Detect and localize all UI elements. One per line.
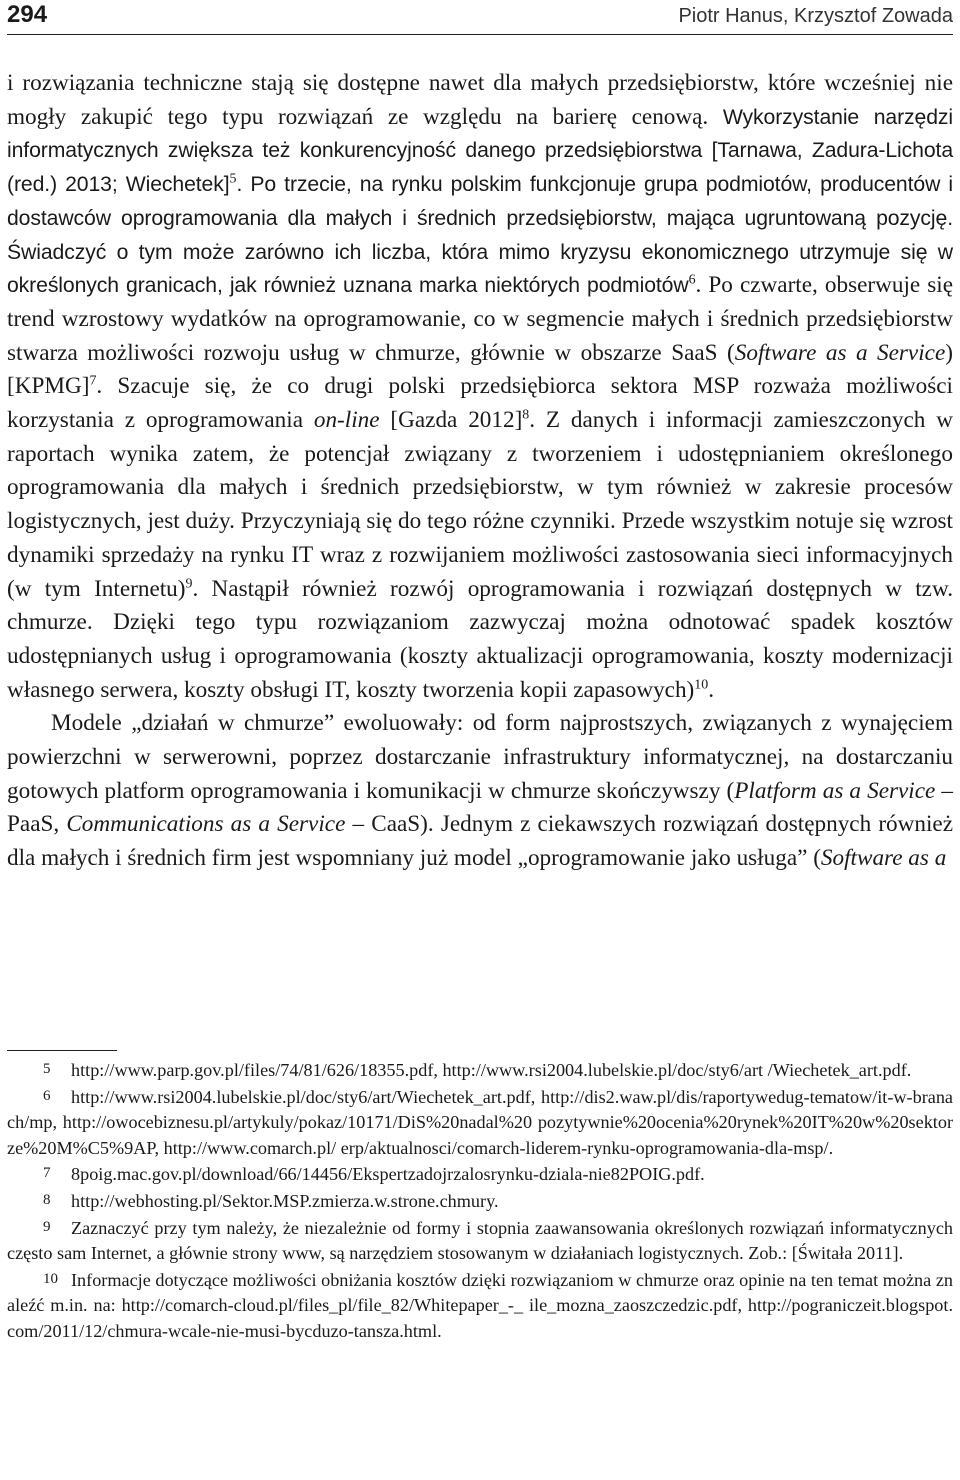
text-span: . — [708, 676, 714, 703]
footnote-number: 8 — [43, 1191, 51, 1208]
text-span: – CaaS). Jednym z ciekawszych rozwiązań dostępnych również dla małych i średnich firm jest wspomniany już model „oprogramowanie jako usługa” ( — [7, 811, 953, 872]
footnote-text[interactable]: 8poig.mac.gov.pl/download/66/14456/Ekspertzadojrzalosrynku-dziala-nie82POIG.pdf. — [71, 1164, 705, 1185]
footnote-text: Zaznaczyć przy tym należy, że niezależnie od formy i stopnia zaawansowania określonych rozwiązań informatycznych często sam Internet, a głównie strony www, są narzędziem stosowanym w działaniach logistycznych. Zob.: [Świtała 2011]. — [7, 1217, 953, 1264]
footnote-6 — [7, 1084, 953, 1162]
footnote-text[interactable]: http://www.rsi2004.lubelskie.pl/doc/sty6/art/Wiechetek_art.pdf, http://dis2.waw.pl/dis/raportywedug-tematow/it-w-branach/mp, http://owocebiznesu.pl/artykuly/pokaz/10171/DiS%20nadal%20 pozytywnie%20ocenia%20rynek%20IT%20w%20sektorze%20M%C5%9AP, http://www.comarch.pl/ erp/aktualnosci/comarch-liderem-rynku-oprogramowania-dla-msp/. — [7, 1086, 953, 1158]
text-span-sans: . Po trzecie, na rynku polskim funkcjonuje grupa podmiotów, producentów i dostawców oprogramowania dla małych i średnich przedsiębiorstw, mająca ugruntowaną pozycję. Świadczyć o tym może zarówno ich liczba, która mimo kryzysu ekonomicznego utrzymuje się w określonych granicach, jak również uznana marka niektórych podmiotów — [7, 173, 953, 298]
footnote-number: 7 — [43, 1165, 51, 1182]
footnote-separator — [7, 1050, 117, 1051]
footnote-7 — [7, 1161, 953, 1188]
footnote-10 — [7, 1267, 953, 1345]
running-head-authors: Piotr Hanus, Krzysztof Zowada — [678, 5, 953, 27]
text-span: ) [KPMG] — [7, 339, 953, 400]
text-span: . Nastąpił również rozwój oprogramowania i rozwiązań dostępnych w tzw. chmurze. Dzięki tego typu rozwiązaniom zazwyczaj można odnotować spadek kosztów udostępnianych usług i oprogramowania (koszty aktualizacji oprogramowania, koszty modernizacji własnego serwera, koszty obsługi IT, koszty tworzenia kopii zapasowych) — [7, 575, 954, 703]
footnote-number: 5 — [43, 1061, 51, 1077]
emphasis-paas: Platform as a Service — [734, 777, 936, 804]
emphasis-saas-2: Software as a — [820, 845, 947, 872]
text-span: Modele „działań w chmurze” ewoluowały: od form najprostszych, związanych z wynajęciem powierzchni w serwerowni, poprzez dostarczanie infrastruktury informatycznej, na dostarczaniu gotowych platform oprogramowania i komunikacji w chmurze skończywszy ( — [7, 710, 953, 804]
footnote-ref-8[interactable]: 8 — [522, 407, 530, 423]
text-span: [Gazda 2012] — [379, 407, 523, 434]
footnote-text[interactable]: Informacje dotyczące możliwości obniżania kosztów dzięki rozwiązaniom w chmurze oraz opinie na ten temat można znaleźć m.in. na: http://comarch-cloud.pl/files_pl/file_82/Whitepaper_-_ ile_mozna_zaoszczedzic.pdf, http://pograniczeit.blogspot.com/2011/12/chmura-wcale-nie-musi-bycduzo-tansza.html. — [7, 1269, 953, 1341]
footnote-number: 10 — [43, 1270, 58, 1287]
footnote-ref-5[interactable]: 5 — [229, 171, 237, 187]
footnote-9 — [7, 1215, 953, 1267]
footnote-5 — [7, 1057, 953, 1084]
footnote-ref-10[interactable]: 10 — [694, 677, 709, 693]
emphasis-caas: Communications as a Service — [66, 811, 346, 838]
paragraph-1 — [7, 67, 953, 707]
page-number: 294 — [7, 1, 48, 28]
footnote-number: 9 — [43, 1218, 51, 1235]
text-span: i rozwiązania techniczne stają się dostępne nawet dla małych przedsiębiorstw, które wcześniej nie mogły zakupić tego typu rozwiązań ze względu na barierę cenową. — [7, 70, 953, 130]
footnote-number: 6 — [43, 1087, 51, 1104]
emphasis-online: on-line — [313, 407, 380, 434]
text-span: . Z danych i informacji zamieszczonych w raportach wynika zatem, że potencjał związany z tworzeniem i udostępnianiem określonego oprogramowania dla małych i średnich przedsiębiorstw, w tym również w zakresie procesów logistycznych, jest duży. Przyczyniają się do tego różne czynniki. Przede wszystkim notuje się wzrost dynamiki sprzedaży na rynku IT wraz z rozwijaniem możliwości zastosowania sieci informacyjnych (w tym Internetu) — [7, 407, 953, 602]
text-span: – PaaS, — [7, 777, 953, 838]
text-span-sans: Wykorzystanie narzędzi informatycznych zwiększa też konkurencyjność danego przedsiębiorstwa [Tarnawa, Zadura-Lichota (red.) 2013; Wiechetek] — [7, 105, 953, 197]
footnotes — [7, 1057, 953, 1345]
emphasis-saas: Software as a Service — [734, 339, 946, 366]
footnote-text[interactable]: http://www.parp.gov.pl/files/74/81/626/18355.pdf, http://www.rsi2004.lubelskie.pl/doc/sty6/art /Wiechetek_art.pdf. — [71, 1060, 912, 1080]
text-span: . Po czwarte, obserwuje się trend wzrostowy wydatków na oprogramowanie, co w segmencie małych i średnich przedsiębiorstw stwarza możliwości rozwoju usług w chmurze, głównie w obszarze SaaS ( — [7, 272, 953, 366]
footnote-8 — [7, 1188, 953, 1215]
text-span: . Szacuje się, że co drugi polski przedsiębiorca sektora MSP rozważa możliwości korzystania z oprogramowania — [7, 373, 953, 434]
footnote-ref-9[interactable]: 9 — [185, 576, 193, 592]
paragraph-2 — [7, 707, 953, 876]
page-header — [7, 0, 953, 35]
footnote-ref-6[interactable]: 6 — [688, 272, 696, 288]
footnote-text[interactable]: http://webhosting.pl/Sektor.MSP.zmierza.w.strone.chmury. — [71, 1190, 499, 1211]
main-text — [7, 67, 953, 876]
footnote-ref-7[interactable]: 7 — [89, 373, 97, 389]
